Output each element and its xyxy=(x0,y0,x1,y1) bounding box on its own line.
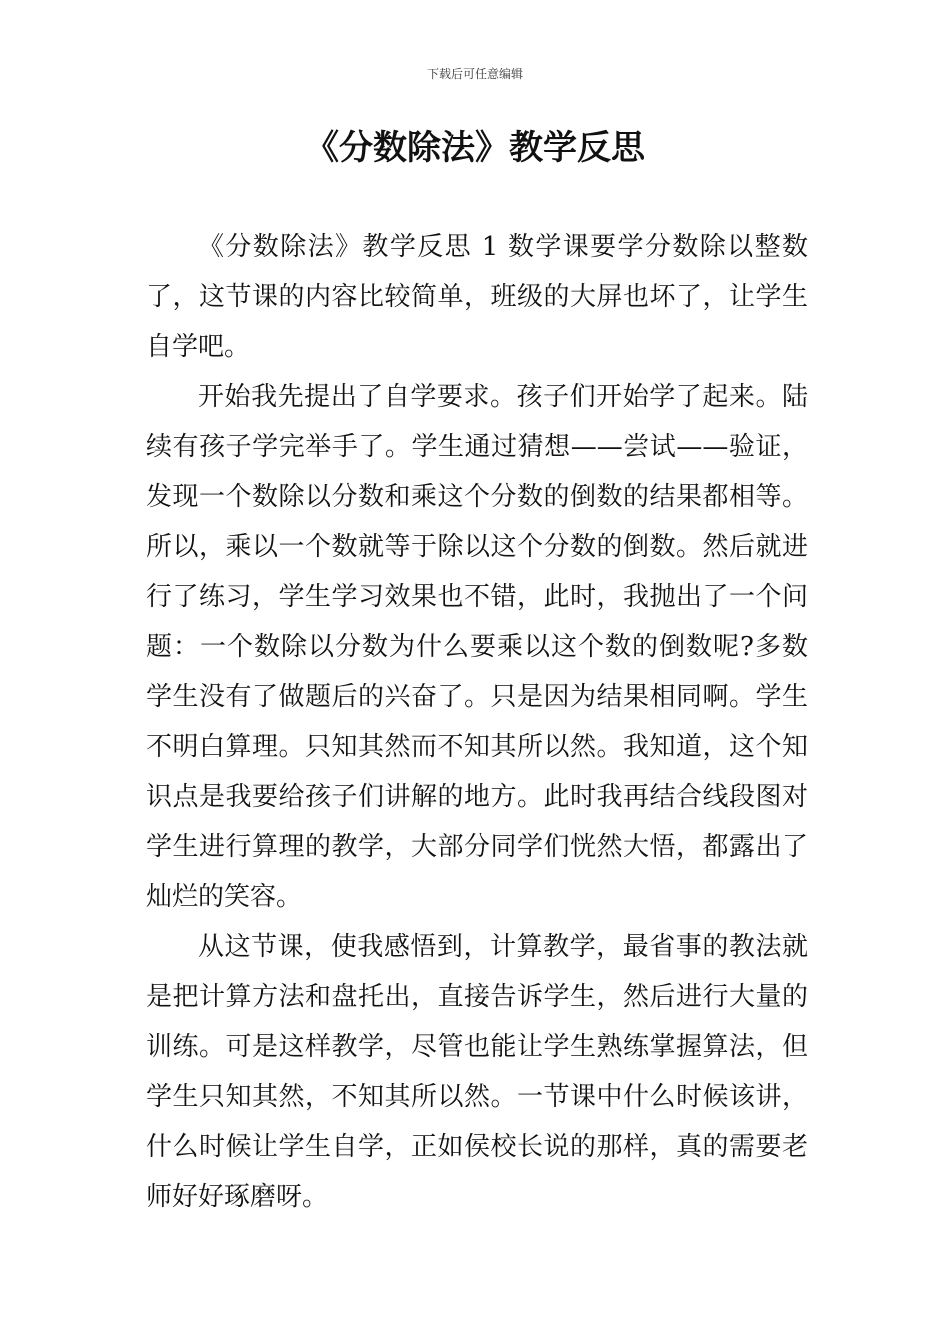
document-body xyxy=(146,222,808,1222)
paragraph-1: 《分数除法》教学反思 1 数学课要学分数除以整数了，这节课的内容比较简单，班级的大屏也坏了，让学生自学吧。 xyxy=(146,232,808,362)
paragraph-2: 开始我先提出了自学要求。孩子们开始学了起来。陆续有孩子学完举手了。学生通过猜想——尝试——验证，发现一个数除以分数和乘这个分数的倒数的结果都相等。所以，乘以一个数就等于除以这个分数的倒数。然后就进行了练习，学生学习效果也不错，此时，我抛出了一个问题：一个数除以分数为什么要乘以这个数的倒数呢?多数学生没有了做题后的兴奋了。只是因为结果相同啊。学生不明白算理。只知其然而不知其所以然。我知道，这个知识点是我要给孩子们讲解的地方。此时我再结合线段图对学生进行算理的教学，大部分同学们恍然大悟，都露出了灿烂的笑容。 xyxy=(146,382,808,912)
header-note: 下载后可任意编辑 xyxy=(426,67,523,81)
document-title: 《分数除法》教学反思 xyxy=(305,128,645,168)
paragraph-3: 从这节课，使我感悟到，计算教学，最省事的教法就是把计算方法和盘托出，直接告诉学生，然后进行大量的训练。可是这样教学，尽管也能让学生熟练掌握算法，但学生只知其然，不知其所以然。一节课中什么时候该讲，什么时候让学生自学，正如侯校长说的那样，真的需要老师好好琢磨呀。 xyxy=(146,932,808,1212)
